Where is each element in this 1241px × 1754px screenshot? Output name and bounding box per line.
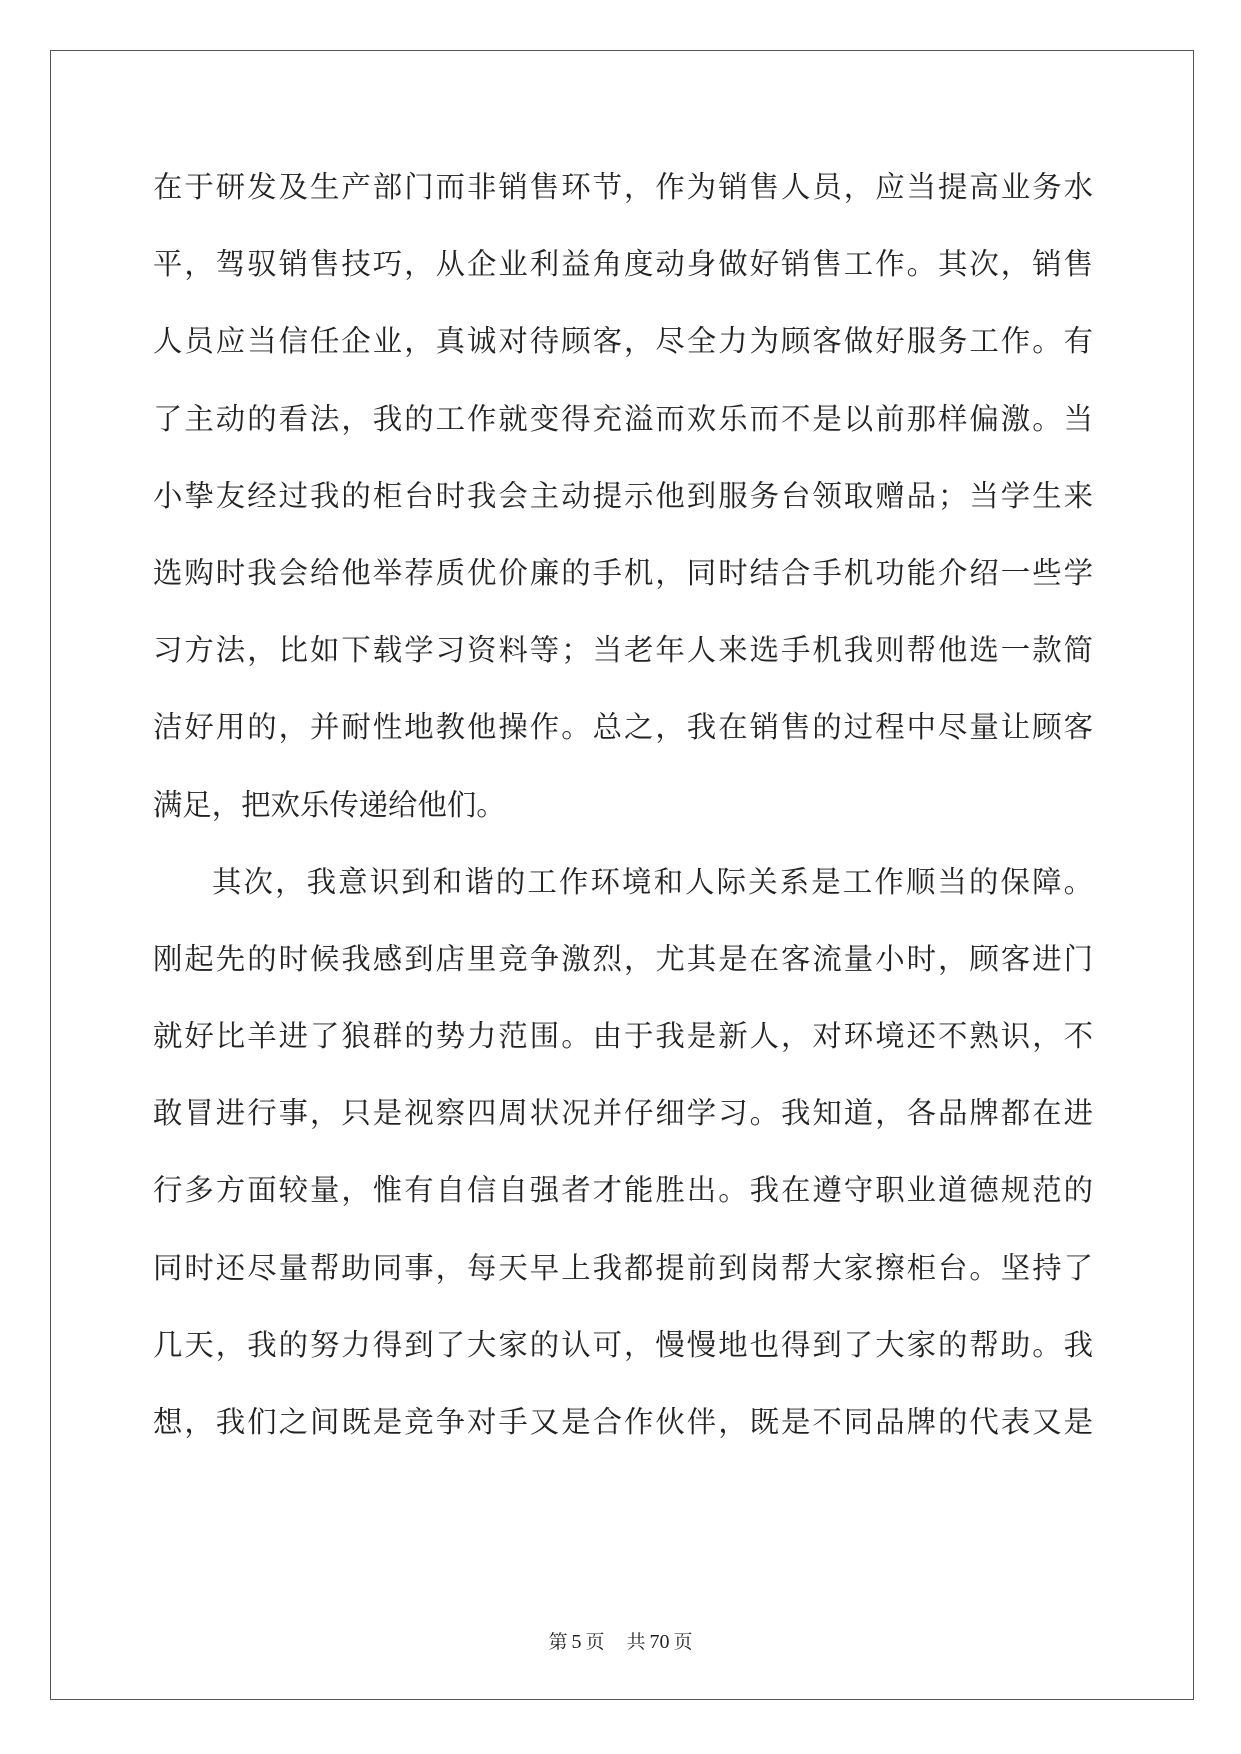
paragraph-1-line-7: 习方法，比如下载学习资料等；当老年人来选手机我则帮他选一款简: [153, 633, 1093, 668]
paragraph-2-line-3: 就好比羊进了狼群的势力范围。由于我是新人，对环境还不熟识，不: [153, 1019, 1093, 1054]
paragraph-2-line-1: 其次，我意识到和谐的工作环境和人际关系是工作顺当的保障。: [212, 864, 1093, 899]
paragraph-2-line-4: 敢冒进行事，只是视察四周状况并仔细学习。我知道，各品牌都在进: [153, 1096, 1093, 1131]
page-footer: [0, 1630, 1241, 1654]
paragraph-1-line-1: 在于研发及生产部门而非销售环节，作为销售人员，应当提高业务水: [153, 170, 1093, 204]
paragraph-2-line-7: 几天，我的努力得到了大家的认可，慢慢地也得到了大家的帮助。我: [153, 1327, 1093, 1362]
paragraph-2-line-5: 行多方面较量，惟有自信自强者才能胜出。我在遵守职业道德规范的: [153, 1173, 1093, 1208]
page-prefix: 第: [548, 1631, 568, 1653]
paragraph-1-line-5: 小挚友经过我的柜台时我会主动提示他到服务台领取赠品；当学生来: [153, 478, 1093, 513]
paragraph-1-line-3: 人员应当信任企业，真诚对待顾客，尽全力为顾客做好服务工作。有: [153, 324, 1093, 359]
page-number: 5: [571, 1631, 582, 1653]
total-pages: 70: [649, 1631, 670, 1653]
paragraph-2-line-6: 同时还尽量帮助同事，每天早上我都提前到岗帮大家擦柜台。坚持了: [153, 1250, 1093, 1285]
page-suffix: 页: [585, 1631, 605, 1653]
paragraph-1-line-8: 洁好用的，并耐性地教他操作。总之，我在销售的过程中尽量让顾客: [153, 710, 1093, 745]
paragraph-2-line-8: 想，我们之间既是竞争对手又是合作伙伴，既是不同品牌的代表又是: [153, 1405, 1093, 1439]
paragraph-1-line-2: 平，驾驭销售技巧，从企业利益角度动身做好销售工作。其次，销售: [153, 247, 1093, 282]
paragraph-2-line-2: 刚起先的时候我感到店里竞争激烈，尤其是在客流量小时，顾客进门: [153, 941, 1093, 976]
paragraph-1-line-6: 选购时我会给他举荐质优价廉的手机，同时结合手机功能介绍一些学: [153, 555, 1093, 590]
paragraph-1-line-9: 满足，把欢乐传递给他们。: [153, 787, 506, 822]
total-prefix: 共: [626, 1631, 646, 1653]
paragraph-1-line-4: 了主动的看法，我的工作就变得充溢而欢乐而不是以前那样偏激。当: [153, 401, 1093, 436]
document-body: [153, 152, 1093, 1464]
total-suffix: 页: [673, 1631, 693, 1653]
